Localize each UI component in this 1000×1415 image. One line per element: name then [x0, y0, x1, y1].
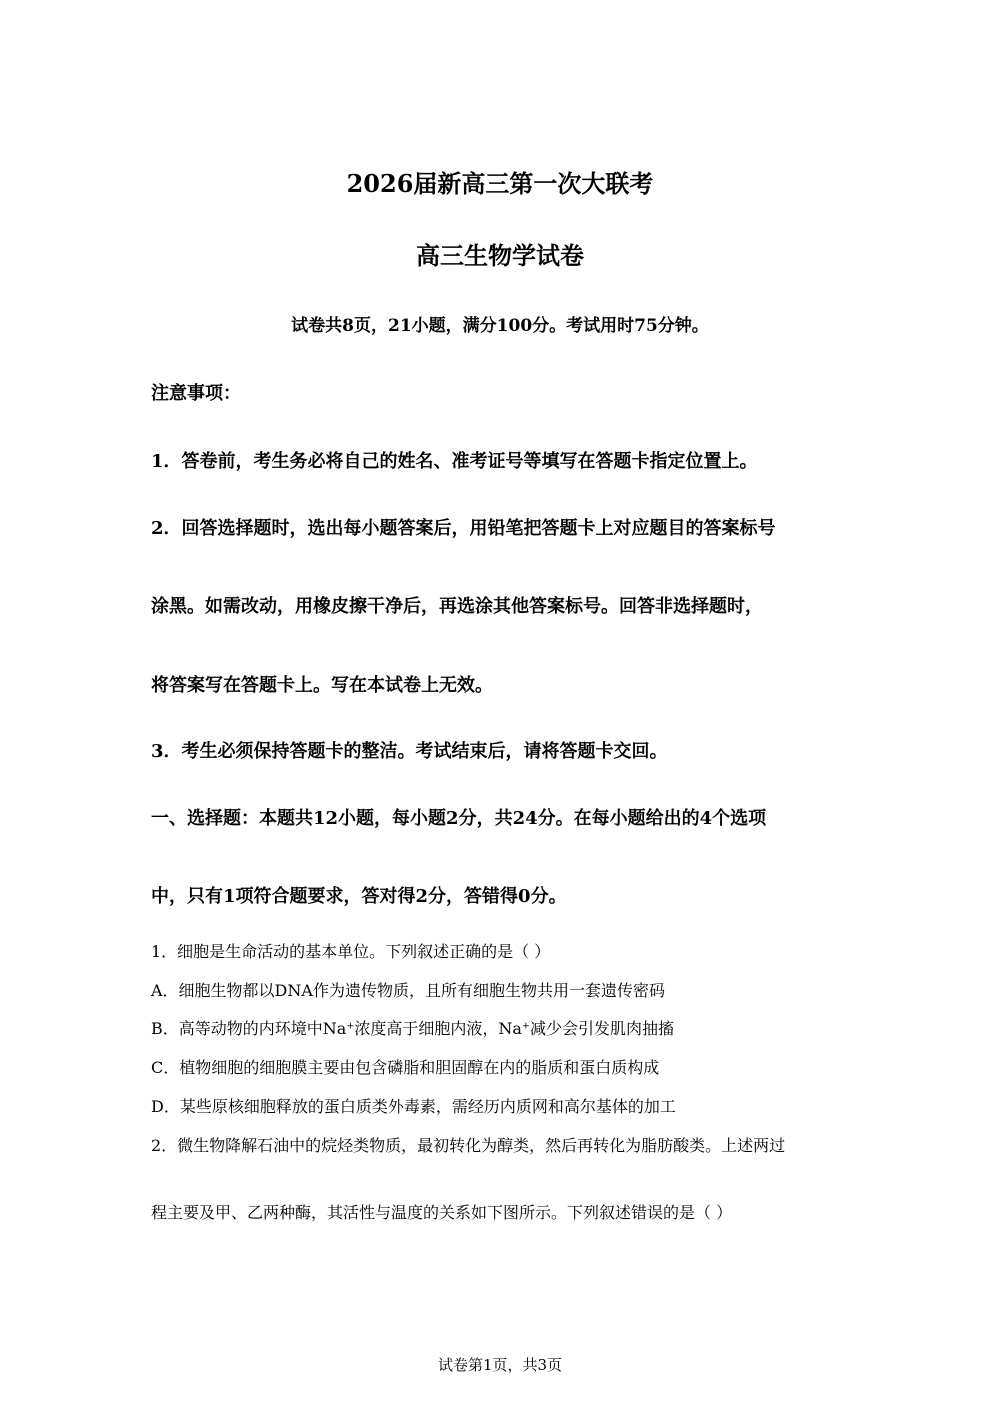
question-1-option-b [151, 1021, 674, 1037]
notice-item-2-line-3: 将答案写在答题卡上。写在本试卷上无效。 [151, 675, 493, 696]
section-1-line-2: 中，只有1项符合题要求，答对得2分，答错得0分。 [151, 886, 567, 907]
exam-subtitle: 高三生物学试卷 [416, 241, 584, 270]
exam-info: 试卷共8页，21小题，满分100分。考试用时75分钟。 [291, 316, 709, 336]
question-1-stem: 1．细胞是生命活动的基本单位。下列叙述正确的是（ ） [151, 942, 551, 961]
option-b-superscript-1: + [346, 1020, 355, 1032]
question-1-option-d: D．某些原核细胞释放的蛋白质类外毒素，需经历内质网和高尔基体的加工 [151, 1097, 676, 1116]
exam-title: 2026届新高三第一次大联考 [346, 169, 654, 198]
question-1-option-c: C．植物细胞的细胞膜主要由包含磷脂和胆固醇在内的脂质和蛋白质构成 [151, 1058, 660, 1077]
question-2-stem-line-1: 2．微生物降解石油中的烷烃类物质，最初转化为醇类，然后再转化为脂肪酸类。上述两过 [151, 1136, 786, 1155]
option-b-text-3: 减少会引发肌肉抽搐 [529, 1019, 674, 1038]
option-b-text-2: 浓度高于细胞内液，Na [354, 1019, 522, 1038]
notice-item-2-line-2: 涂黑。如需改动，用橡皮擦干净后，再选涂其他答案标号。回答非选择题时， [151, 596, 763, 617]
option-b-superscript-2: + [521, 1020, 530, 1032]
notice-item-1: 1．答卷前，考生务必将自己的姓名、准考证号等填写在答题卡指定位置上。 [151, 451, 758, 472]
question-2-stem-line-2: 程主要及甲、乙两种酶，其活性与温度的关系如下图所示。下列叙述错误的是（ ） [151, 1203, 733, 1222]
page-footer: 试卷第1页，共3页 [437, 1356, 563, 1374]
notice-heading: 注意事项： [151, 383, 241, 404]
notice-item-3: 3．考生必须保持答题卡的整洁。考试结束后，请将答题卡交回。 [151, 741, 668, 762]
option-b-text-1: B．高等动物的内环境中Na [151, 1019, 347, 1038]
question-1-option-a: A．细胞生物都以DNA作为遗传物质，且所有细胞生物共用一套遗传密码 [151, 981, 665, 1000]
section-1-line-1: 一、选择题：本题共12小题，每小题2分，共24分。在每小题给出的4个选项 [151, 808, 767, 829]
notice-item-2-line-1: 2．回答选择题时，选出每小题答案后，用铅笔把答题卡上对应题目的答案标号 [151, 518, 776, 539]
